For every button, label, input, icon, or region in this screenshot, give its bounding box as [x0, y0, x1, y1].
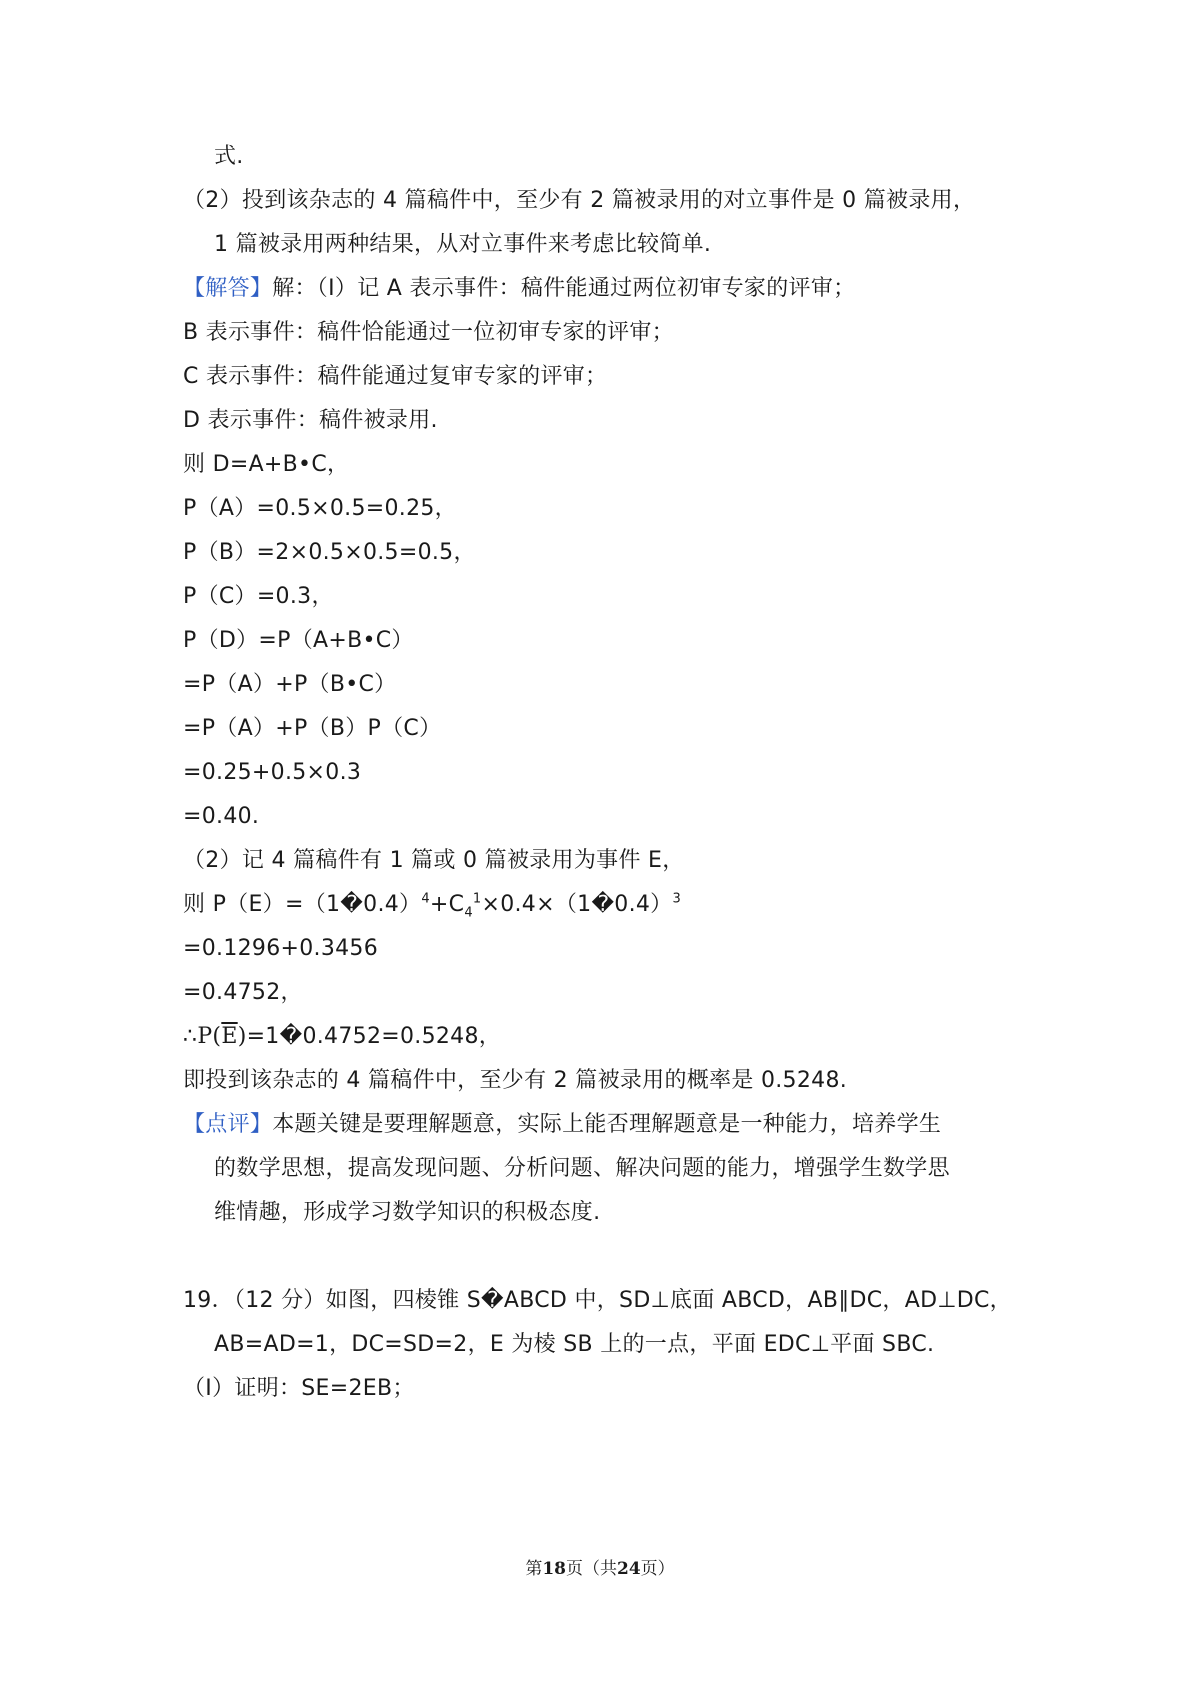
text-line-1: 式. [214, 144, 244, 169]
footer-prefix: 第 [525, 1559, 543, 1579]
text-line-20: =0.4752， [183, 980, 303, 1005]
text-line-13: =P（A）+P（B•C） [183, 672, 397, 697]
text-line-24: 的数学思想，提高发现问题、分析问题、解决问题的能力，增强学生数学思 [214, 1156, 950, 1181]
answer-tag: 【解答】 [183, 276, 273, 301]
exponent: 4 [421, 891, 430, 907]
formula-part: 0.4752=0.5248， [302, 1024, 502, 1049]
formula-part: 则 P（E）=（1 [183, 892, 341, 917]
text-line-22: 即投到该杂志的 4 篇稿件中，至少有 2 篇被录用的概率是 0.5248. [183, 1068, 848, 1093]
formula-part: +C [429, 892, 465, 917]
text-line-16: =0.40. [183, 804, 260, 829]
text-line-25: 维情趣，形成学习数学知识的积极态度. [214, 1200, 601, 1225]
text-line-8: 则 D=A+B•C， [183, 452, 350, 477]
text-line-17: （2）记 4 篇稿件有 1 篇或 0 篇被录用为事件 E， [183, 848, 685, 873]
complement-event: $\overline{E}$ [221, 1024, 238, 1049]
total-pages-number: 24 [617, 1559, 641, 1579]
text-line-14: =P（A）+P（B）P（C） [183, 716, 442, 741]
therefore-symbol: ∴ [183, 1024, 198, 1049]
answer-heading-line [183, 274, 855, 304]
exponent: 3 [672, 891, 682, 907]
current-page-number: 18 [542, 1559, 566, 1579]
prob-expression [197, 1024, 246, 1049]
missing-glyph: � [340, 892, 364, 917]
formula-line-21 [183, 1022, 501, 1052]
question-part: ABCD 中，SD⊥底面 ABCD，AB∥DC，AD⊥DC， [503, 1288, 1012, 1313]
missing-glyph: � [591, 892, 615, 917]
footer-mid: 页（共 [566, 1559, 617, 1579]
text-line-19: =0.1296+0.3456 [183, 936, 379, 961]
missing-glyph: � [481, 1288, 504, 1313]
subscript: 4 [464, 905, 473, 921]
question-part: 19．（12 分）如图，四棱锥 S [183, 1288, 482, 1313]
question-19-line [183, 1286, 1012, 1316]
text-line-3: 1 篇被录用两种结果，从对立事件来考虑比较简单. [214, 232, 712, 257]
footer-suffix: 页） [640, 1559, 675, 1579]
formula-part: 0.4） [614, 892, 673, 917]
text-line-6: C 表示事件：稿件能通过复审专家的评审； [183, 364, 608, 389]
prob-open: P( [197, 1024, 222, 1049]
text-line-2: （2）投到该杂志的 4 篇稿件中，至少有 2 篇被录用的对立事件是 0 篇被录用， [183, 188, 976, 213]
text-line-9: P（A）=0.5×0.5=0.25， [183, 496, 457, 521]
formula-part: 0.4） [363, 892, 422, 917]
formula-line-18 [183, 890, 681, 920]
exponent: 1 [472, 891, 482, 907]
text-line-12: P（D）=P（A+B•C） [183, 628, 414, 653]
prob-close: ) [237, 1024, 247, 1049]
comment-heading-line [183, 1110, 941, 1140]
text-line-27: AB=AD=1，DC=SD=2，E 为棱 SB 上的一点，平面 EDC⊥平面 SBC. [214, 1332, 935, 1357]
answer-intro: 解：（Ⅰ）记 A 表示事件：稿件能通过两位初审专家的评审； [272, 276, 856, 301]
comment-tag: 【点评】 [183, 1112, 273, 1137]
text-line-15: =0.25+0.5×0.3 [183, 760, 362, 785]
missing-glyph: � [279, 1024, 303, 1049]
text-line-11: P（C）=0.3， [183, 584, 334, 609]
page-footer [0, 1554, 1200, 1579]
formula-part: =1 [246, 1024, 280, 1049]
text-line-28: （Ⅰ）证明：SE=2EB； [183, 1376, 415, 1401]
formula-part: ×0.4×（1 [481, 892, 592, 917]
text-line-10: P（B）=2×0.5×0.5=0.5， [183, 540, 476, 565]
comment-text: 本题关键是要理解题意，实际上能否理解题意是一种能力，培养学生 [272, 1112, 942, 1137]
text-line-7: D 表示事件：稿件被录用. [183, 408, 438, 433]
text-line-5: B 表示事件：稿件恰能通过一位初审专家的评审； [183, 320, 674, 345]
